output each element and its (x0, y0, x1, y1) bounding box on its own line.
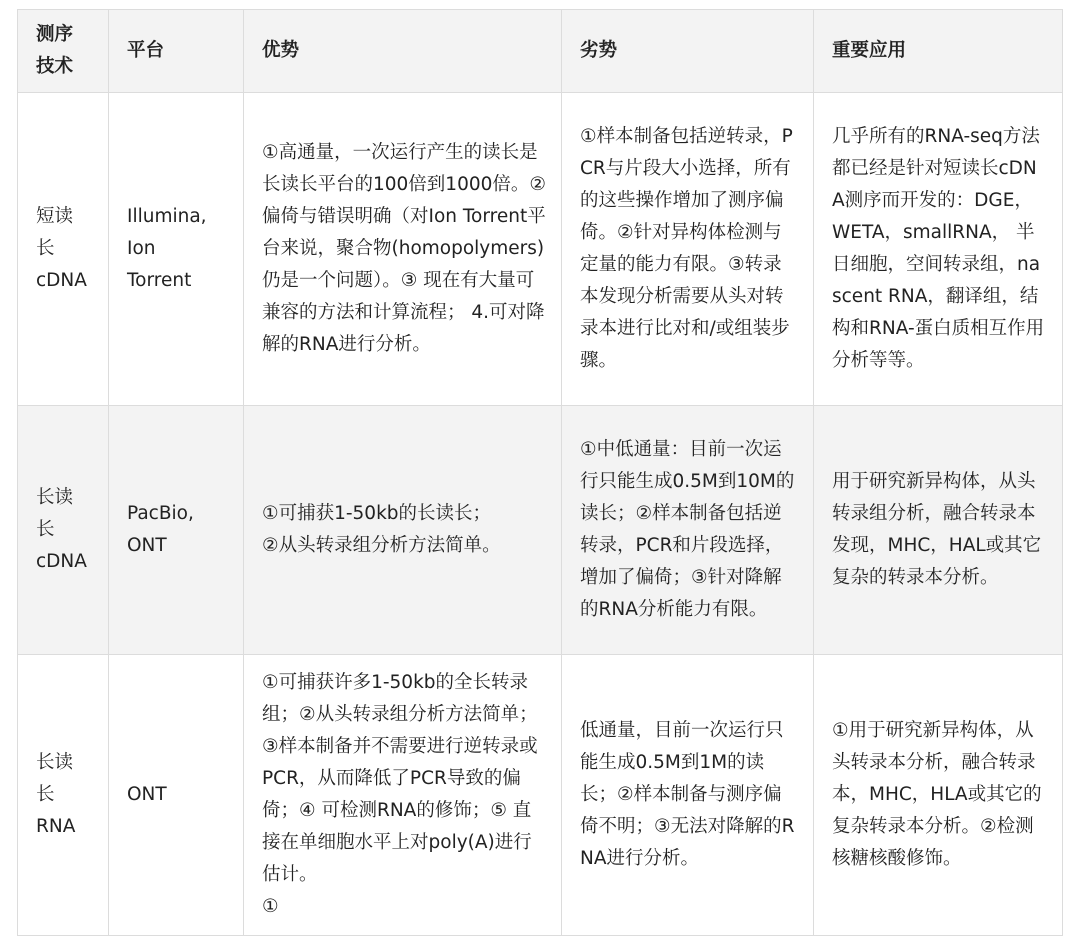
header-applications: 重要应用 (814, 10, 1063, 93)
cell-platform: ONT (109, 655, 244, 936)
header-disadvantages: 劣势 (562, 10, 814, 93)
cell-disadvantages: ①样本制备包括逆转录，PCR与片段大小选择，所有的这些操作增加了测序偏倚。②针对异构体检测与定量的能力有限。③转录本发现分析需要从头对转录本进行比对和/或组装步骤。 (562, 93, 814, 406)
table-row (18, 93, 1063, 406)
cell-tech: 长读 长 cDNA (18, 406, 109, 655)
cell-applications: 用于研究新异构体，从头转录组分析，融合转录本发现，MHC，HAL或其它复杂的转录本分析。 (814, 406, 1063, 655)
header-tech: 测序 技术 (18, 10, 109, 93)
header-platform: 平台 (109, 10, 244, 93)
cell-tech: 短读 长 cDNA (18, 93, 109, 406)
cell-advantages: ①高通量，一次运行产生的读长是长读长平台的100倍到1000倍。②偏倚与错误明确（对Ion Torrent平台来说，聚合物(homopolymers)仍是一个问题）。③ 现在有大量可兼容的方法和计算流程； 4.可对降解的RNA进行分析。 (244, 93, 562, 406)
cell-applications: 几乎所有的RNA-seq方法都已经是针对短读长cDNA测序而开发的：DGE，WETA，smallRNA， 半日细胞，空间转录组，nascent RNA，翻译组，结构和RNA-蛋白质相互作用分析等等。 (814, 93, 1063, 406)
header-row (18, 10, 1063, 93)
header-advantages: 优势 (244, 10, 562, 93)
cell-disadvantages: ①中低通量：目前一次运行只能生成0.5M到10M的读长；②样本制备包括逆转录，PCR和片段选择，增加了偏倚；③针对降解的RNA分析能力有限。 (562, 406, 814, 655)
cell-platform: Illumina, Ion Torrent (109, 93, 244, 406)
table-row (18, 406, 1063, 655)
cell-disadvantages: 低通量，目前一次运行只能生成0.5M到1M的读长；②样本制备与测序偏倚不明；③无法对降解的RNA进行分析。 (562, 655, 814, 936)
sequencing-comparison-table (17, 9, 1063, 936)
cell-tech: 长读 长 RNA (18, 655, 109, 936)
cell-applications: ①用于研究新异构体，从头转录本分析，融合转录本，MHC，HLA或其它的复杂转录本分析。②检测核糖核酸修饰。 (814, 655, 1063, 936)
cell-platform: PacBio, ONT (109, 406, 244, 655)
cell-advantages: ①可捕获许多1-50kb的全长转录组；②从头转录组分析方法简单； ③样本制备并不需要进行逆转录或PCR，从而降低了PCR导致的偏倚；④ 可检测RNA的修饰；⑤ 直接在单细胞水平上对poly(A)进行估计。 ① (244, 655, 562, 936)
cell-advantages: ①可捕获1-50kb的长读长； ②从头转录组分析方法简单。 (244, 406, 562, 655)
table-row (18, 655, 1063, 936)
